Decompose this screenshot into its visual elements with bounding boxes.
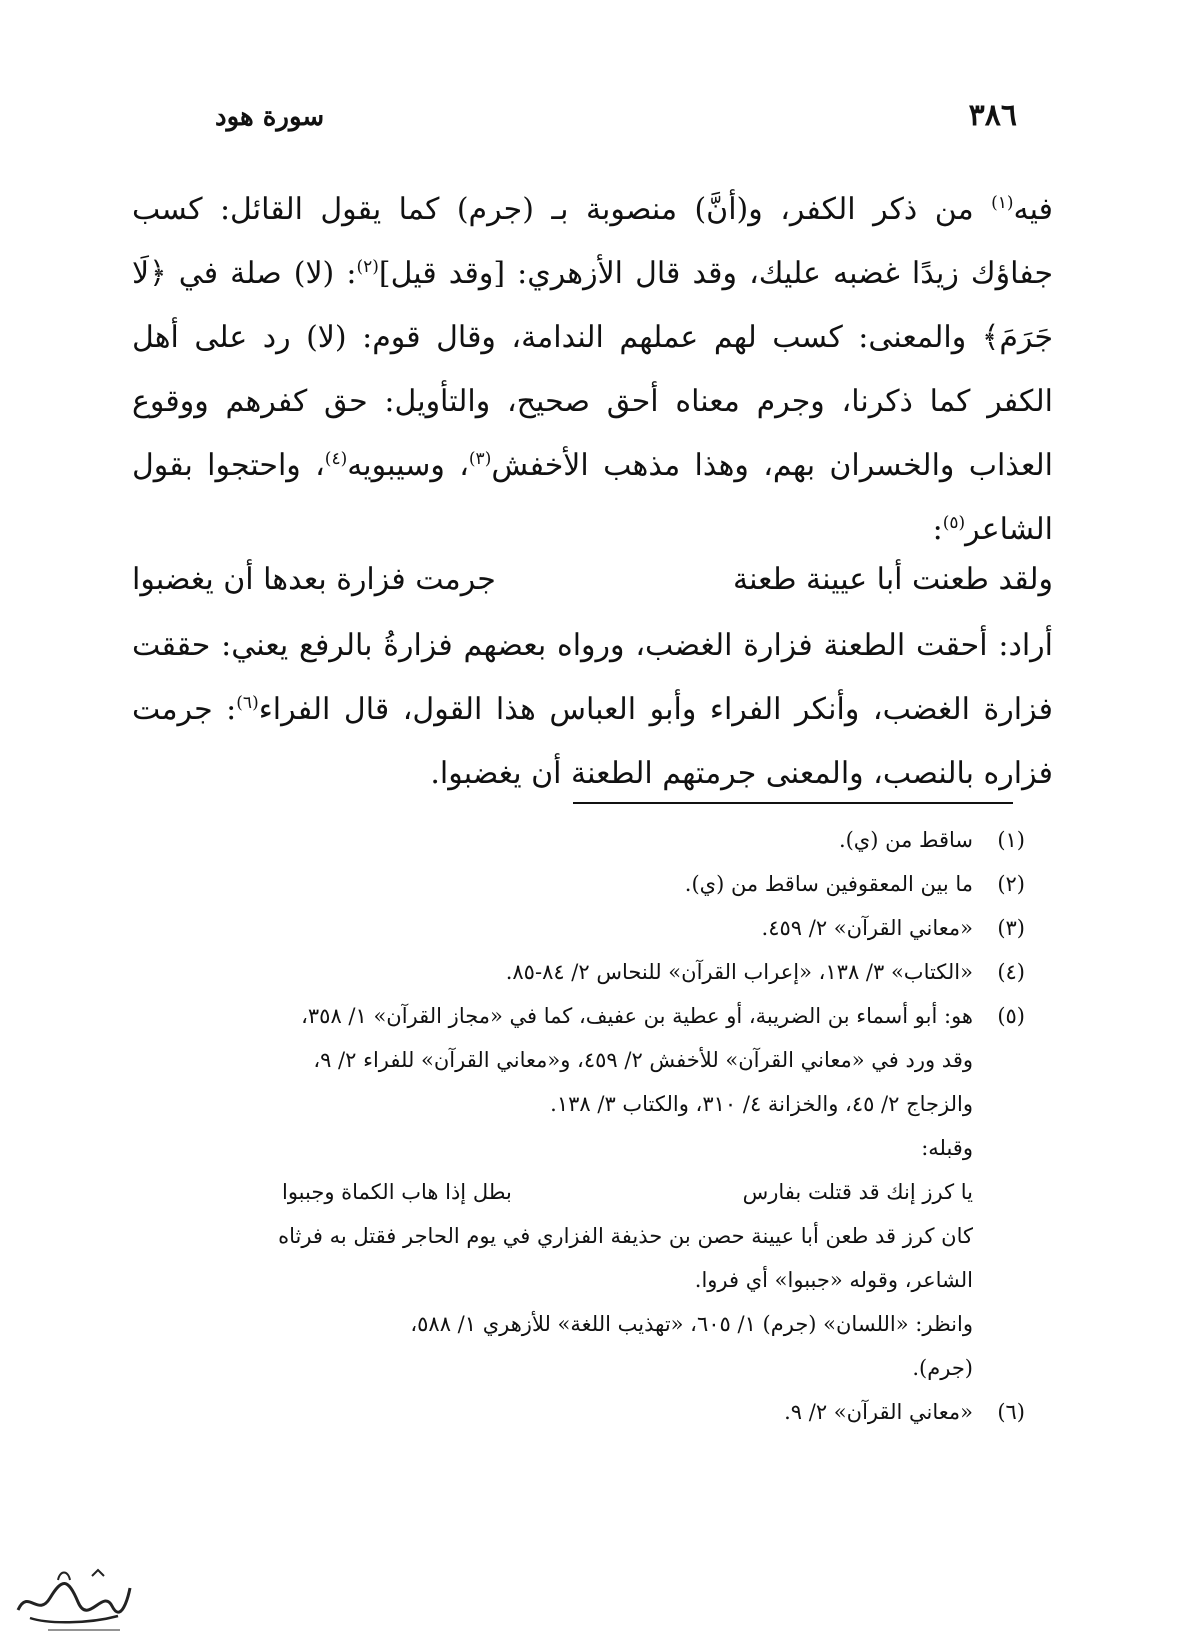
footnote-text-line: وقد ورد في «معاني القرآن» للأخفش ٢/ ٤٥٩، و«معاني القرآن» للفراء ٢/ ٩، — [313, 1048, 973, 1072]
text-run: ، وسيبويه — [347, 448, 469, 483]
footnote-text: ساقط من (ي). — [838, 828, 973, 852]
footnote-text-line: والزجاج ٢/ ٤٥، والخزانة ٤/ ٣١٠، والكتاب ٣/ ١٣٨. — [550, 1092, 973, 1116]
footnote-text-line: وانظر: «اللسان» (جرم) ١/ ٦٠٥، «تهذيب اللغة» للأزهري ١/ ٥٨٨، — [410, 1312, 973, 1336]
footnote-separator — [573, 802, 1013, 804]
footnote-6 — [132, 1390, 1025, 1434]
footnote-ref-3[interactable]: (٣) — [468, 449, 492, 469]
text-run: أراد: أحقت الطعنة فزارة الغضب، ورواه بعضهم فزارةُ بالرفع يعني: حققت فزارة الغضب، وأنكر الفراء وأبو العباس هذا القول، قال الفراء — [132, 628, 1053, 727]
main-text — [132, 178, 1053, 562]
footnote-ref-1[interactable]: (١) — [991, 193, 1014, 213]
footnote-1 — [132, 818, 1025, 862]
footnote-ref-4[interactable]: (٤) — [324, 449, 348, 469]
paragraph-1 — [132, 178, 1053, 562]
poem-second-hemistich: جرمت فزارة بعدها أن يغضبوا — [132, 562, 496, 597]
footnote-number: (١) — [997, 828, 1025, 852]
footnote-ref-5[interactable]: (٥) — [942, 513, 966, 533]
footnote-number: (٥) — [997, 1004, 1025, 1028]
footnote-text: ما بين المعقوفين ساقط من (ي). — [684, 872, 973, 896]
footnote-2 — [132, 862, 1025, 906]
footnote-poem-second-hemistich: بطل إذا هاب الكماة وجببوا — [282, 1180, 512, 1204]
poem-verse — [132, 548, 1053, 612]
footnote-ref-6[interactable]: (٦) — [236, 693, 259, 713]
footnote-number: (٦) — [997, 1400, 1025, 1424]
footnote-text-line: هو: أبو أسماء بن الضريبة، أو عطية بن عفيف، كما في «مجاز القرآن» ١/ ٣٥٨، — [301, 1004, 973, 1028]
poem-first-hemistich: ولقد طعنت أبا عيينة طعنة — [732, 562, 1053, 597]
footnote-text: «معاني القرآن» ٢/ ٩. — [784, 1400, 973, 1424]
text-run: : جرمت فزاره بالنصب، والمعنى جرمتهم الطعنة أن يغضبوا. — [132, 692, 1053, 791]
running-title: سورة هود — [215, 102, 325, 132]
footnote-text-line: وقبله: — [921, 1136, 973, 1160]
text-run: فيه — [1013, 192, 1053, 227]
footnote-number: (٢) — [997, 872, 1025, 896]
footnote-4 — [132, 950, 1025, 994]
page-header — [215, 92, 1017, 142]
footnote-number: (٤) — [997, 960, 1025, 984]
paragraph-2 — [132, 614, 1053, 806]
footnote-text-line: الشاعر، وقوله «جببوا» أي فروا. — [694, 1268, 973, 1292]
footnote-poem-verse — [132, 1170, 973, 1214]
library-stamp-icon — [8, 1558, 136, 1638]
text-run: : (لا) صلة في ﴿لَا جَرَمَ﴾ والمعنى: كسب لهم عملهم الندامة، وقال قوم: (لا) رد على أهل الكفر كما ذكرنا، وجرم معناه أحق صحيح، والتأويل: حق كفرهم ووقوع العذاب والخسران بهم، وهذا مذهب الأخفش — [132, 256, 1053, 483]
footnote-text: «معاني القرآن» ٢/ ٤٥٩. — [761, 916, 973, 940]
footnote-text: «الكتاب» ٣/ ١٣٨، «إعراب القرآن» للنحاس ٢/ ٨٤-٨٥. — [505, 960, 973, 984]
footnote-5 — [132, 994, 1025, 1390]
footnote-3 — [132, 906, 1025, 950]
text-run: من ذكر الكفر، و(أنَّ) منصوبة بـ (جرم) كما يقول القائل: كسب جفاؤك زيدًا غضبه عليك، وقد قال الأزهري: [وقد قيل] — [132, 192, 1053, 291]
text-run: ، واحتجوا بقول الشاعر — [132, 448, 1053, 547]
footnote-poem-first-hemistich: يا كرز إنك قد قتلت بفارس — [742, 1180, 973, 1204]
footnote-ref-2[interactable]: (٢) — [356, 257, 379, 277]
footnote-text-line: كان كرز قد طعن أبا عيينة حصن بن حذيفة الفزاري في يوم الحاجر فقتل به فرثاه — [278, 1224, 973, 1248]
footnotes — [132, 818, 1025, 1434]
footnote-number: (٣) — [997, 916, 1025, 940]
footnote-text-line: (جرم). — [912, 1356, 973, 1380]
text-run: : — [932, 512, 943, 547]
page-number: ٣٨٦ — [968, 98, 1017, 133]
main-text-2 — [132, 614, 1053, 806]
